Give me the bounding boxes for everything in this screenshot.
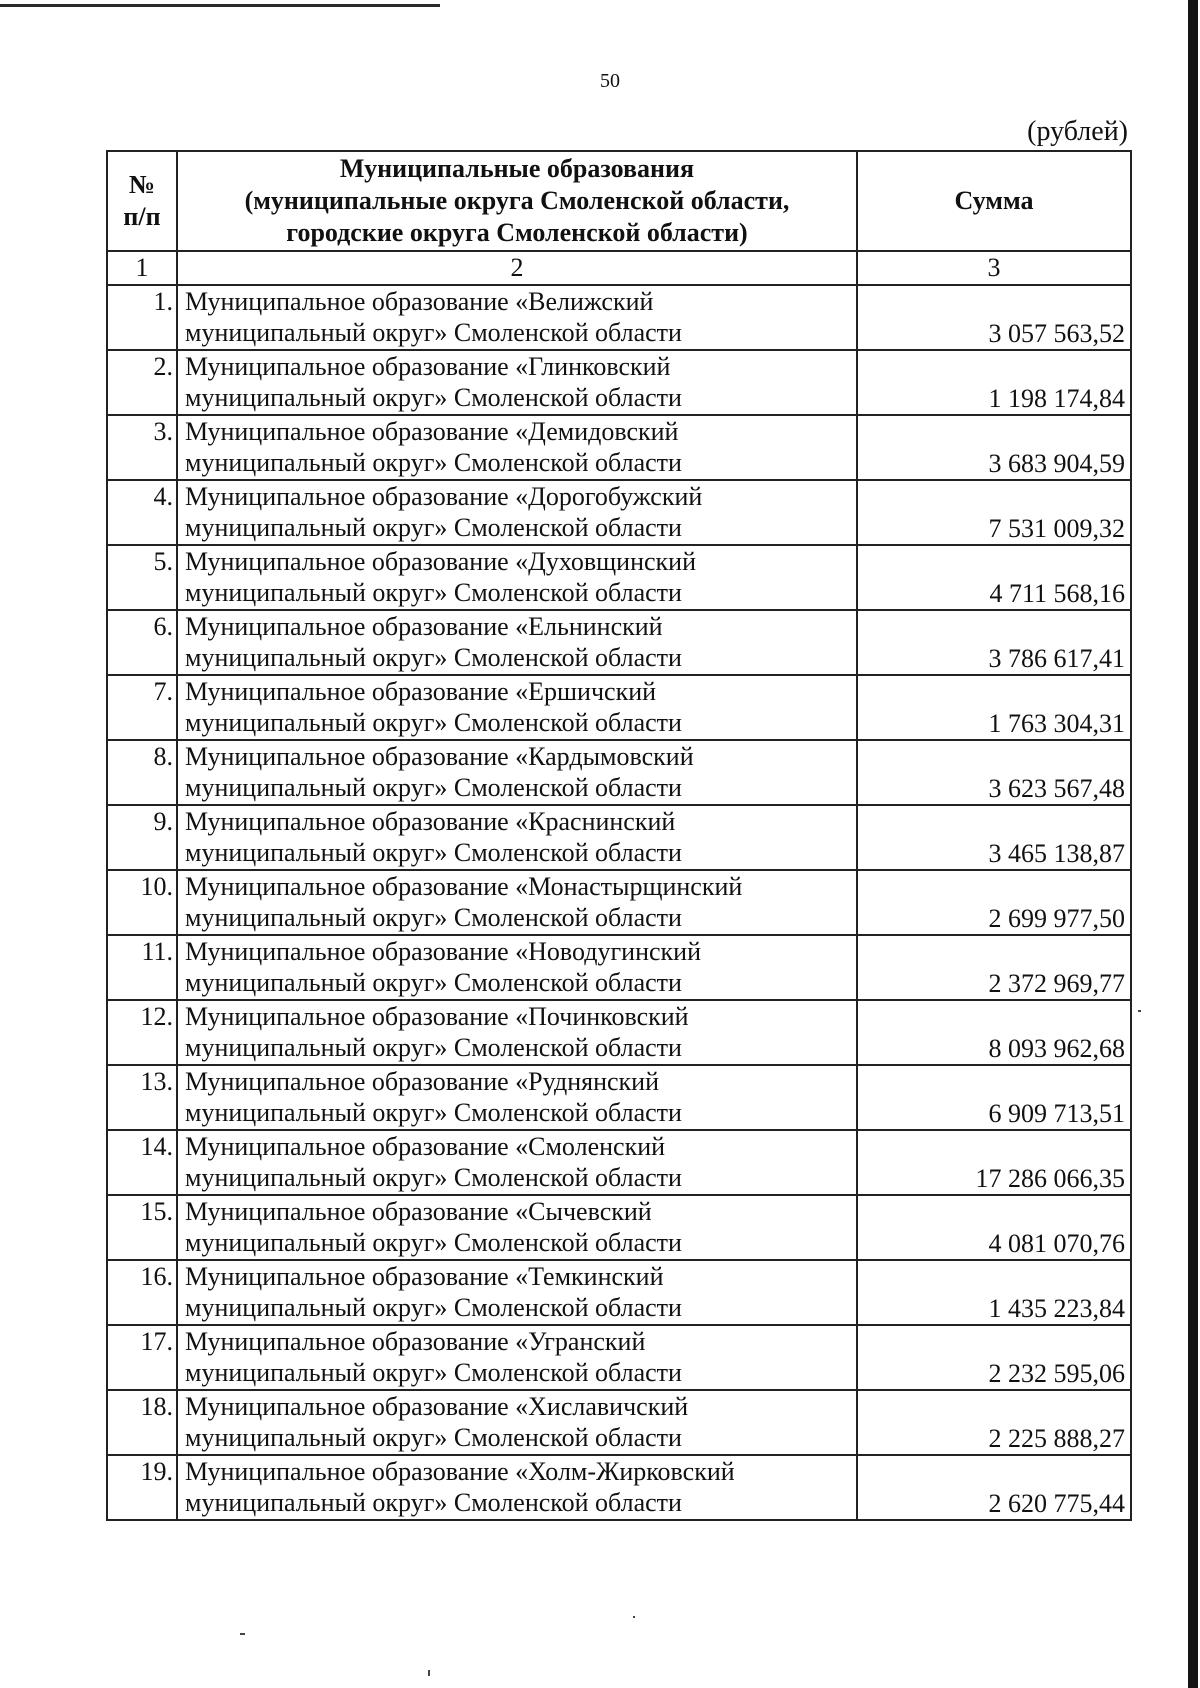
- municipality-name: [177, 1065, 857, 1130]
- municipality-name: [177, 1130, 857, 1195]
- row-number: 12.: [107, 1000, 177, 1065]
- amount: 3 683 904,59: [857, 415, 1131, 480]
- municipality-name: [177, 1000, 857, 1065]
- municipality-name-line: Муниципальное образование «Демидовский: [185, 417, 679, 446]
- municipality-name: [177, 1325, 857, 1390]
- scan-top-line: [0, 4, 440, 7]
- table-row: [107, 675, 1131, 740]
- municipality-name: [177, 805, 857, 870]
- municipality-name-line: Муниципальное образование «Холм-Жирковский: [185, 1457, 735, 1486]
- amount: 8 093 962,68: [857, 1000, 1131, 1065]
- table-row: [107, 480, 1131, 545]
- municipality-name-line: Муниципальное образование «Кардымовский: [185, 742, 694, 771]
- column-number: 3: [857, 251, 1131, 285]
- municipality-name-line: Муниципальное образование «Починковский: [185, 1002, 689, 1031]
- row-number: 19.: [107, 1455, 177, 1520]
- table-row: [107, 1325, 1131, 1390]
- amount: 1 763 304,31: [857, 675, 1131, 740]
- amount: 2 232 595,06: [857, 1325, 1131, 1390]
- table-row: [107, 740, 1131, 805]
- municipality-name-line: Муниципальное образование «Ельнинский: [185, 612, 663, 641]
- table-row: [107, 805, 1131, 870]
- table-row: [107, 350, 1131, 415]
- units-label: (рублей): [1027, 116, 1128, 147]
- municipality-name-line: Муниципальное образование «Руднянский: [185, 1067, 659, 1096]
- header-name-line: городские округа Смоленской области): [286, 218, 748, 247]
- municipality-name-line: Муниципальное образование «Ершичский: [185, 677, 657, 706]
- municipality-name: [177, 935, 857, 1000]
- header-name: [177, 151, 857, 251]
- table-row: [107, 935, 1131, 1000]
- row-number: 10.: [107, 870, 177, 935]
- row-number: 7.: [107, 675, 177, 740]
- row-number: 3.: [107, 415, 177, 480]
- municipality-name-line: Муниципальное образование «Глинковский: [185, 352, 671, 381]
- table-row: [107, 1260, 1131, 1325]
- page-number: 50: [600, 70, 620, 92]
- row-number: 9.: [107, 805, 177, 870]
- municipality-name-line: муниципальный округ» Смоленской области: [185, 448, 682, 477]
- amount: 4 711 568,16: [857, 545, 1131, 610]
- municipality-name-line: муниципальный округ» Смоленской области: [185, 1358, 682, 1387]
- scan-speck: [633, 1616, 635, 1618]
- municipality-name-line: Муниципальное образование «Монастырщинский: [185, 872, 743, 901]
- municipality-name-line: муниципальный округ» Смоленской области: [185, 643, 682, 672]
- table-row: [107, 285, 1131, 350]
- row-number: 13.: [107, 1065, 177, 1130]
- header-num-line: №: [128, 170, 156, 199]
- row-number: 11.: [107, 935, 177, 1000]
- municipality-name-line: муниципальный округ» Смоленской области: [185, 1033, 682, 1062]
- amount: 3 623 567,48: [857, 740, 1131, 805]
- municipality-name: [177, 545, 857, 610]
- row-number: 5.: [107, 545, 177, 610]
- amount: 1 198 174,84: [857, 350, 1131, 415]
- municipality-name-line: муниципальный округ» Смоленской области: [185, 708, 682, 737]
- header-num-line: п/п: [123, 202, 161, 231]
- municipality-name-line: муниципальный округ» Смоленской области: [185, 1488, 682, 1517]
- municipality-name: [177, 1390, 857, 1455]
- row-number: 2.: [107, 350, 177, 415]
- municipality-name-line: муниципальный округ» Смоленской области: [185, 1163, 682, 1192]
- table-row: [107, 1065, 1131, 1130]
- amount: 17 286 066,35: [857, 1130, 1131, 1195]
- header-num: [107, 151, 177, 251]
- municipality-name-line: Муниципальное образование «Темкинский: [185, 1262, 664, 1291]
- municipality-name-line: Муниципальное образование «Дорогобужский: [185, 482, 703, 511]
- table-body: [107, 285, 1131, 1520]
- row-number: 6.: [107, 610, 177, 675]
- scan-speck: [1138, 1010, 1141, 1012]
- amount: 4 081 070,76: [857, 1195, 1131, 1260]
- municipality-name: [177, 1195, 857, 1260]
- row-number: 8.: [107, 740, 177, 805]
- municipality-name: [177, 1455, 857, 1520]
- municipality-name-line: муниципальный округ» Смоленской области: [185, 318, 682, 347]
- amount: 6 909 713,51: [857, 1065, 1131, 1130]
- municipality-name-line: муниципальный округ» Смоленской области: [185, 1423, 682, 1452]
- municipality-name-line: Муниципальное образование «Сычевский: [185, 1197, 652, 1226]
- column-number: 1: [107, 251, 177, 285]
- table-row: [107, 1390, 1131, 1455]
- allocation-table: [106, 150, 1132, 1521]
- municipality-name: [177, 740, 857, 805]
- row-number: 1.: [107, 285, 177, 350]
- row-number: 14.: [107, 1130, 177, 1195]
- amount: 3 465 138,87: [857, 805, 1131, 870]
- municipality-name: [177, 285, 857, 350]
- municipality-name: [177, 350, 857, 415]
- municipality-name-line: муниципальный округ» Смоленской области: [185, 578, 682, 607]
- table-row: [107, 415, 1131, 480]
- column-numbers-row: [107, 251, 1131, 285]
- municipality-name-line: муниципальный округ» Смоленской области: [185, 1098, 682, 1127]
- table-row: [107, 610, 1131, 675]
- municipality-name-line: муниципальный округ» Смоленской области: [185, 1293, 682, 1322]
- table-row: [107, 1130, 1131, 1195]
- table-row: [107, 1000, 1131, 1065]
- row-number: 18.: [107, 1390, 177, 1455]
- row-number: 4.: [107, 480, 177, 545]
- scan-speck: [428, 1670, 430, 1676]
- row-number: 16.: [107, 1260, 177, 1325]
- amount: 7 531 009,32: [857, 480, 1131, 545]
- municipality-name-line: муниципальный округ» Смоленской области: [185, 903, 682, 932]
- municipality-name: [177, 480, 857, 545]
- amount: 2 372 969,77: [857, 935, 1131, 1000]
- municipality-name-line: Муниципальное образование «Краснинский: [185, 807, 676, 836]
- municipality-name: [177, 610, 857, 675]
- municipality-name: [177, 675, 857, 740]
- header-name-line: (муниципальные округа Смоленской области,: [244, 186, 790, 215]
- amount: 3 057 563,52: [857, 285, 1131, 350]
- scan-right-edge: [1188, 0, 1198, 1688]
- municipality-name-line: муниципальный округ» Смоленской области: [185, 1228, 682, 1257]
- table-row: [107, 545, 1131, 610]
- municipality-name-line: муниципальный округ» Смоленской области: [185, 773, 682, 802]
- municipality-name-line: Муниципальное образование «Новодугинский: [185, 937, 701, 966]
- municipality-name-line: муниципальный округ» Смоленской области: [185, 513, 682, 542]
- municipality-name-line: Муниципальное образование «Смоленский: [185, 1132, 666, 1161]
- amount: 1 435 223,84: [857, 1260, 1131, 1325]
- amount: 3 786 617,41: [857, 610, 1131, 675]
- table-row: [107, 870, 1131, 935]
- amount: 2 620 775,44: [857, 1455, 1131, 1520]
- municipality-name: [177, 415, 857, 480]
- table-header-row: [107, 151, 1131, 251]
- scan-speck: [240, 1633, 245, 1635]
- municipality-name-line: муниципальный округ» Смоленской области: [185, 383, 682, 412]
- amount: 2 699 977,50: [857, 870, 1131, 935]
- table-row: [107, 1455, 1131, 1520]
- municipality-name-line: Муниципальное образование «Духовщинский: [185, 547, 697, 576]
- municipality-name: [177, 870, 857, 935]
- table-row: [107, 1195, 1131, 1260]
- header-sum: Сумма: [857, 151, 1131, 251]
- amount: 2 225 888,27: [857, 1390, 1131, 1455]
- municipality-name-line: муниципальный округ» Смоленской области: [185, 838, 682, 867]
- row-number: 15.: [107, 1195, 177, 1260]
- municipality-name-line: Муниципальное образование «Хиславичский: [185, 1392, 689, 1421]
- municipality-name-line: Муниципальное образование «Велижский: [185, 287, 654, 316]
- municipality-name: [177, 1260, 857, 1325]
- header-name-line: Муниципальные образования: [339, 154, 695, 183]
- municipality-name-line: Муниципальное образование «Угранский: [185, 1327, 646, 1356]
- municipality-name-line: муниципальный округ» Смоленской области: [185, 968, 682, 997]
- row-number: 17.: [107, 1325, 177, 1390]
- column-number: 2: [177, 251, 857, 285]
